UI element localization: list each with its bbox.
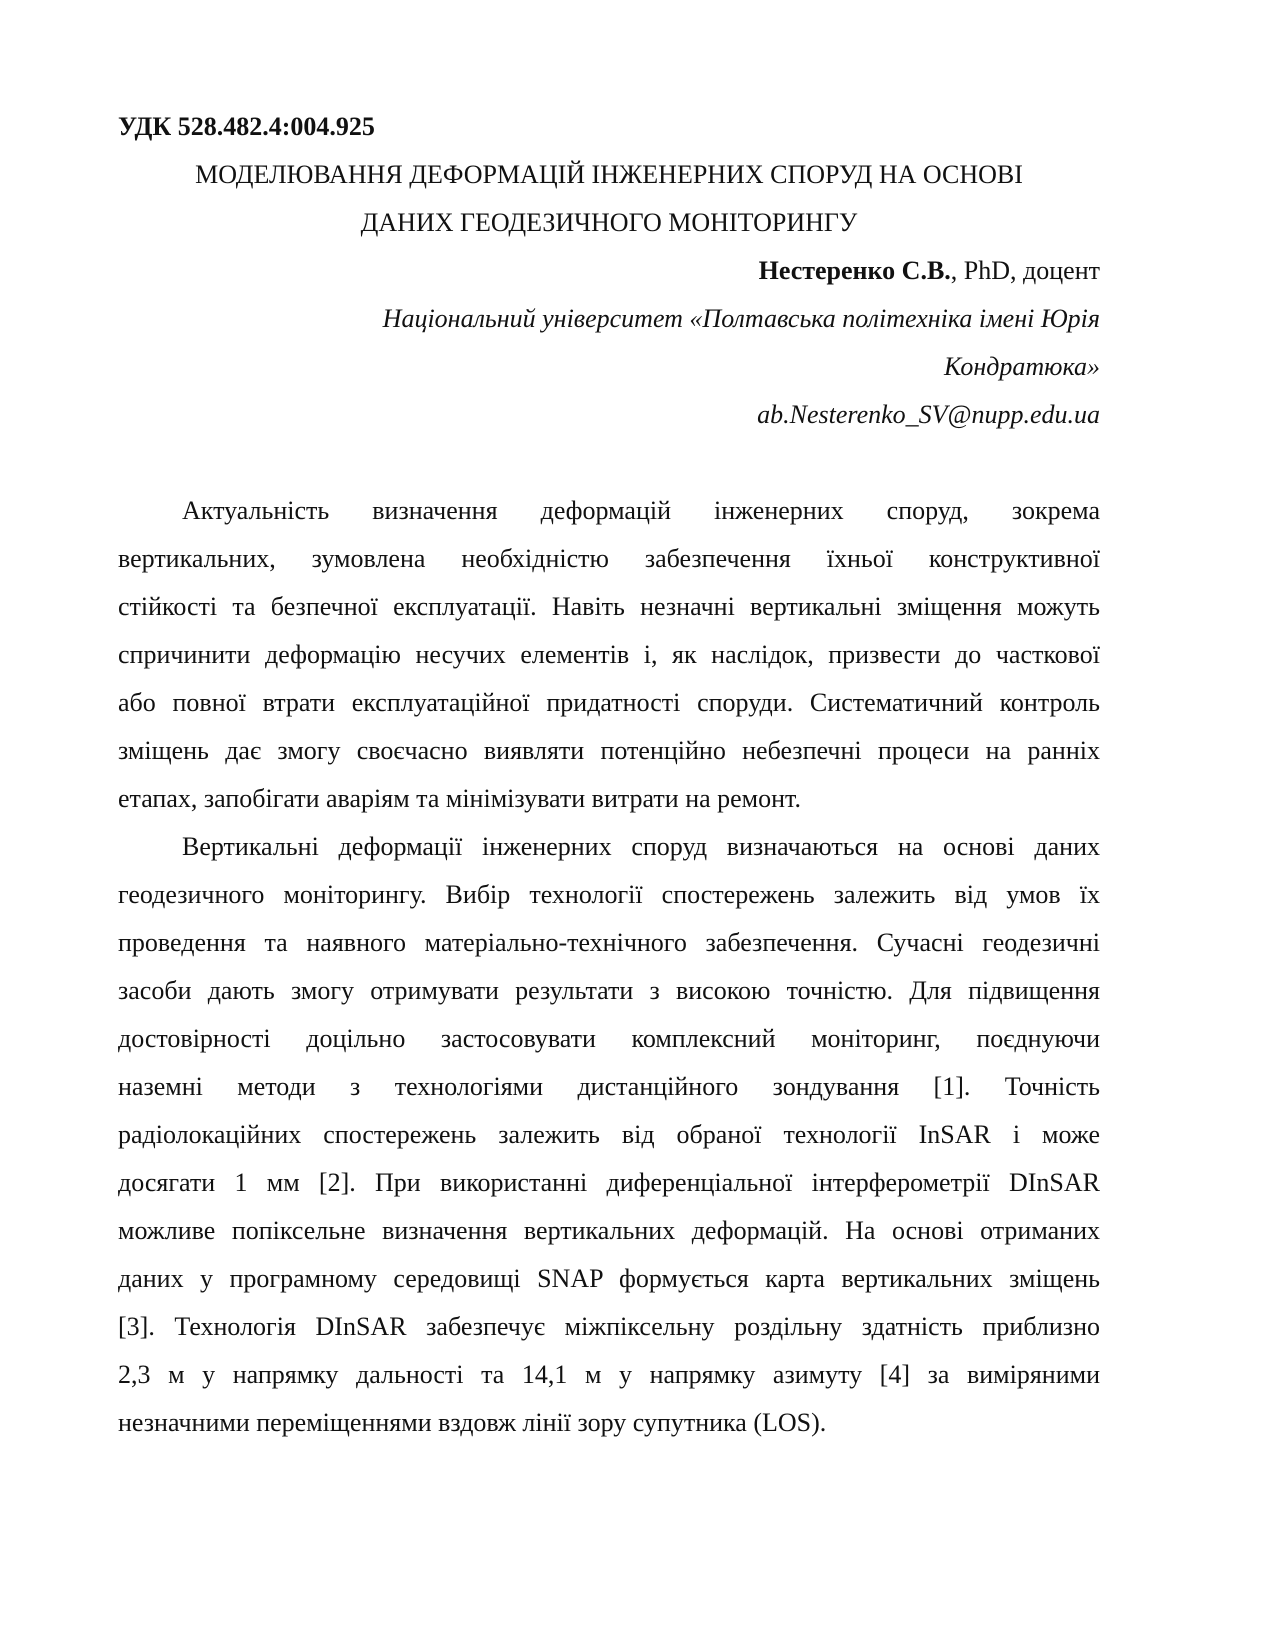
author-name: Нестеренко С.В. — [758, 256, 951, 285]
title-line-2: ДАНИХ ГЕОДЕЗИЧНОГО МОНІТОРИНГУ — [360, 208, 858, 237]
paragraph-1 — [118, 487, 1100, 823]
affiliation-line-1: Національний університет «Полтавська політехніка імені Юрія — [382, 304, 1100, 333]
paragraph-line: даних у програмному середовищі SNAP формується карта вертикальних зміщень — [118, 1264, 1100, 1293]
paragraph-line: [3]. Технологія DInSAR забезпечує міжпіксельну роздільну здатність приблизно — [118, 1312, 1100, 1341]
author-credentials: , PhD, доцент — [950, 256, 1100, 285]
paragraph-line: стійкості та безпечної експлуатації. Навіть незначні вертикальні зміщення можуть — [118, 592, 1100, 621]
paragraph-line: спричинити деформацію несучих елементів і, як наслідок, призвести до часткової — [118, 640, 1100, 669]
paragraph-line: зміщень дає змогу своєчасно виявляти потенційно небезпечні процеси на ранніх — [118, 736, 1100, 765]
paragraph-2 — [118, 823, 1100, 1447]
body-text — [118, 487, 1100, 1447]
paragraph-line: геодезичного моніторингу. Вибір технології спостережень залежить від умов їх — [118, 880, 1100, 909]
paragraph-line: проведення та наявного матеріально-технічного забезпечення. Сучасні геодезичні — [118, 928, 1100, 957]
spacer — [118, 439, 1100, 487]
document-page — [118, 103, 1100, 1447]
title-line-1: МОДЕЛЮВАННЯ ДЕФОРМАЦІЙ ІНЖЕНЕРНИХ СПОРУД НА ОСНОВІ — [195, 160, 1023, 189]
paragraph-line: етапах, запобігати аваріям та мінімізувати витрати на ремонт. — [118, 784, 801, 813]
paragraph-line: Актуальність визначення деформацій інженерних споруд, зокрема — [182, 496, 1100, 525]
affiliation-line-2: Кондратюка» — [944, 352, 1100, 381]
paragraph-line: або повної втрати експлуатаційної придатності споруди. Систематичний контроль — [118, 688, 1100, 717]
paragraph-line: радіолокаційних спостережень залежить від обраної технології InSAR і може — [118, 1120, 1100, 1149]
paragraph-line: 2,3 м у напрямку дальності та 14,1 м у напрямку азимуту [4] за виміряними — [118, 1360, 1100, 1389]
paragraph-line: засоби дають змогу отримувати результати з високою точністю. Для підвищення — [118, 976, 1100, 1005]
paragraph-line: наземні методи з технологіями дистанційного зондування [1]. Точність — [118, 1072, 1100, 1101]
paragraph-line: незначними переміщеннями вздовж лінії зору супутника (LOS). — [118, 1408, 827, 1437]
paragraph-line: достовірності доцільно застосовувати комплексний моніторинг, поєднуючи — [118, 1024, 1100, 1053]
paragraph-line: Вертикальні деформації інженерних споруд визначаються на основі даних — [182, 832, 1100, 861]
author-line — [118, 247, 1100, 295]
author-email: ab.Nesterenko_SV@nupp.edu.ua — [757, 400, 1100, 429]
udc-code: УДК 528.482.4:004.925 — [118, 112, 375, 141]
paragraph-line: досягати 1 мм [2]. При використанні диференціальної інтерферометрії DInSAR — [118, 1168, 1100, 1197]
paragraph-line: можливе попіксельне визначення вертикальних деформацій. На основі отриманих — [118, 1216, 1100, 1245]
paragraph-line: вертикальних, зумовлена необхідністю забезпечення їхньої конструктивної — [118, 544, 1100, 573]
